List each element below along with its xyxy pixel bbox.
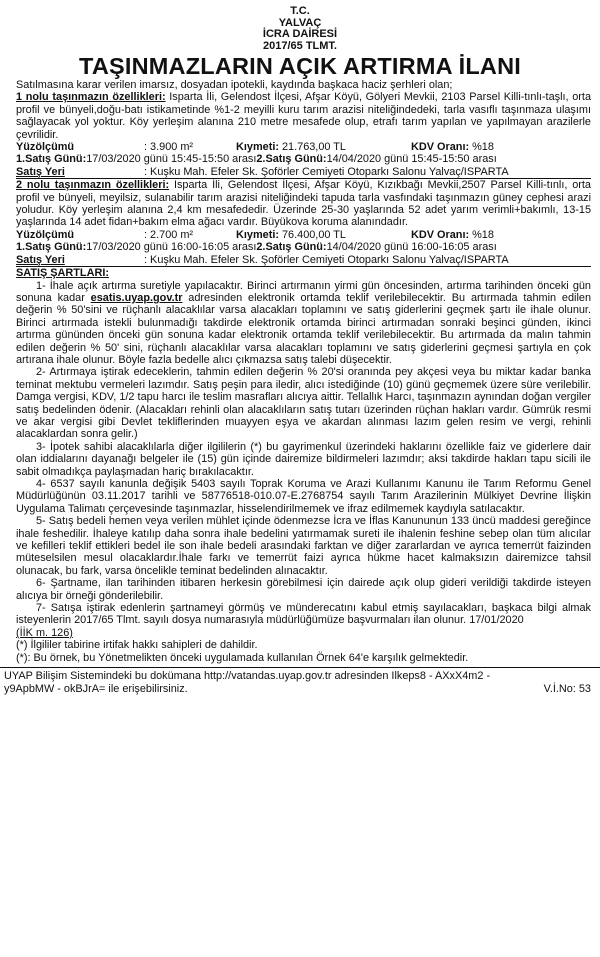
property2-sale2-value: 14/04/2020 günü 16:00-16:05 arası <box>326 241 497 254</box>
property1-place-value: : Kuşku Mah. Efeler Sk. Şoförler Cemiyeti Otoparkı Salonu Yalvaç/ISPARTA <box>144 165 509 178</box>
property1-place-label: Satış Yeri <box>16 165 65 178</box>
intro-text: Satılmasına karar verilen imarsız, dosyadan ipotekli, kaydında başkaca haciz şerhleri olan; <box>16 79 453 91</box>
header-city: YALVAÇ <box>278 16 322 29</box>
property1-sale-dates <box>16 153 591 165</box>
condition-2: 2- Artırmaya iştirak edeceklerin, tahmin edilen değerin % 20'si oranında pey akçesi veya bu miktar kadar banka teminat mektubu vermeleri lazımdır. Satış peşin para iledir, alıcı istediğinde (10) günü geçmemek üzere süre verilebilir. Damga vergisi, KDV, 1/2 tapu harcı ile teslim masrafları alıcıya aittir. Tellallık Harcı, taşınmazın aynından doğan vergiler satış bedelinden ödenir. (Alacakları rehinli olan alacaklıların satış tutarı üzerinden rüçhan hakları vardır. Gümrük resmi ve akar vergisi gibi Devlet tekliflerinden muayyen eşya ve akardan alınması lazım gelen resim ve vergi, rehinli alacaklardan sonra gelir.) <box>16 366 591 441</box>
condition-1 <box>16 280 591 367</box>
property2-heading: 2 nolu taşınmazın özellikleri: <box>16 179 170 192</box>
notice-body <box>0 79 600 664</box>
property1-sale2-label: 2.Satış Günü: <box>256 153 327 166</box>
header-tc: T.C. <box>290 5 310 17</box>
property1-text: Isparta İli, Gelendost İlçesi, Afşar Köyü, Gölyeri Mevkii, 2103 Parsel Killi-tınlı-taşlı, orta profil ve bünyeli,doğu-batı istikametinde %1-2 meyilli kuru tarım arazisi niteliğindedeki, tarla vasıflı taşınmaza ulaşımı sağlayacak yol yoktur. Köy yerleşim alanına 210 metre mesafede olup, etrafı tarım yapılan ve yapılmayan arazilerle çevrilidir. <box>16 91 591 141</box>
property1-heading: 1 nolu taşınmazın özellikleri: <box>16 91 166 104</box>
footer-line-2: y9ApbMW - okBJrA= ile erişebilirsiniz. <box>4 682 188 695</box>
conditions-heading-text: SATIŞ ŞARTLARI: <box>16 267 109 280</box>
property2-sale1-label: 1.Satış Günü: <box>16 241 87 254</box>
property2-sale1-value: 17/03/2020 günü 16:00-16:05 arası <box>86 241 257 254</box>
condition-7: 7- Satışa iştirak edenlerin şartnameyi görmüş ve münderecatını kabul etmiş sayılacakları, başkaca bilgi almak isteyenlerin 2017/65 Tlmt. sayılı dosya numarasıyla müdürlüğümüze başvurmaları ilan olunur. 17/01/2020 <box>16 602 591 627</box>
property2-sale2-label: 2.Satış Günü: <box>256 241 327 254</box>
note-2: (*): Bu örnek, bu Yönetmelikten önceki uygulamada kullanılan Örnek 64'e karşılık gelmektedir. <box>16 651 469 664</box>
property1-values-row <box>16 141 591 153</box>
notice-header <box>0 0 600 52</box>
property1-kdv-value: %18 <box>469 141 494 154</box>
property2-place-value: : Kuşku Mah. Efeler Sk. Şoförler Cemiyeti Otoparkı Salonu Yalvaç/ISPARTA <box>144 253 509 266</box>
property1-area-value: : 3.900 m² <box>144 141 194 154</box>
property1-sale2-value: 14/04/2020 günü 15:45-15:50 arası <box>326 153 497 166</box>
property1-sale-place <box>16 166 591 178</box>
notice-title: TAŞINMAZLARIN AÇIK ARTIRMA İLANI <box>79 53 521 79</box>
condition-6: 6- Şartname, ilan tarihinden itibaren herkesin görebilmesi için dairede açık olup gideri verildiği takdirde isteyen alıcıya bir örneği gönderilebilir. <box>16 577 591 602</box>
property2-area-value: : 2.700 m² <box>144 228 194 241</box>
condition-3: 3- İpotek sahibi alacaklılarla diğer ilgililerin (*) bu gayrimenkul üzerindeki haklarını özellikle faiz ve giderlere dair olan iddialarını dayanağı belgeler ile (15) gün içinde dairemize bildirmeleri lazımdır; aksi takdirde hakları tapu sicili ile sabit olmadıkça paylaşmadan hariç bırakılacaktır. <box>16 440 591 478</box>
footer-separator <box>0 667 600 668</box>
property2-sale-dates <box>16 241 591 253</box>
property1-description <box>16 91 591 141</box>
property2-kdv-label: KDV Oranı: <box>411 228 470 241</box>
property2-description <box>16 179 591 229</box>
property1-sale1-value: 17/03/2020 günü 15:45-15:50 arası <box>86 153 257 166</box>
condition-1-text-b: adresinden elektronik ortamda teklif verilebilecektir. Bu artırmada tahmin edilen değerin % 50'sini ve rüçhanlı alacaklılar varsa alacakları toplamını ve satış giderlerini geçmek şartı ile ihale olunur. Birinci artırmada istekli bulunmadığı takdirde elektronik ortamda birinci artırmadan sonraki beşinci günden, ikinci artırma gününden önceki gün sonuna kadar elektronik ortamda teklif verilebilecektir. Bu artırmada da malın tahmin edilen değerin % 50' sini, rüçhanlı alacaklılar varsa alacakları toplamını ve satış giderlerini geçmesi şartıyla en çok artırana ihale olunur. Böyle fazla bedelle alıcı çıkmazsa satış talebi düşecektir. <box>16 291 591 366</box>
law-reference <box>16 627 591 639</box>
footer-line-1: UYAP Bilişim Sistemindeki bu dokümana http://vatandas.uyap.gov.tr adresinden Ilkeps8 - AXxX4m2 - <box>4 670 491 683</box>
property2-values-row <box>16 229 591 241</box>
property2-place-label: Satış Yeri <box>16 253 65 266</box>
property1-sale1-label: 1.Satış Günü: <box>16 153 87 166</box>
esatis-link[interactable]: esatis.uyap.gov.tr <box>90 291 183 304</box>
property1-value-label: Kıymeti: <box>236 141 279 154</box>
announcement-number: V.İ.No: 53 <box>543 682 591 695</box>
property2-text: Isparta İli, Gelendost İlçesi, Afşar Köyü, Kızıkbağı Mevkii,2507 Parsel Killi-tınlı, orta profil ve bünyeli, meyilsiz, sulanabilir tarım arazisi niteliğindeki tapuda tarla vasfındaki taşınmazın güney cephesi arazi yoludur. Köy yerleşim alanına 2,4 km mesafededir. Üzerinde 25-30 yaşlarında 52 adet yarım verimli+bakımlı, 13-15 yaşlarında 14 adet fidan+bakım elma ağacı vardır. Büyükova koruma alanındadır. <box>16 179 591 229</box>
property2-sale-place <box>16 254 591 266</box>
property2-area-label: Yüzölçümü <box>16 228 75 241</box>
property1-area-label: Yüzölçümü <box>16 141 75 154</box>
notice-footer <box>0 670 600 695</box>
property2-kdv-value: %18 <box>469 228 494 241</box>
property2-value-label: Kıymeti: <box>236 228 279 241</box>
header-file-number: 2017/65 TLMT. <box>263 39 337 52</box>
conditions-heading <box>16 267 591 279</box>
condition-5: 5- Satış bedeli hemen veya verilen mühlet içinde ödenmezse İcra ve İflas Kanununun 133 üncü maddesi gereğince ihale feshedilir. İhaleye katılıp daha sonra ihale bedelini yatırmamak sureti ile ihalenin feshine sebep olan tüm alıcılar ve kefilleri teklif ettikleri bedel ile son ihale bedeli arasındaki farktan ve diğer zararlardan ve ayrıca temerrüt faizinden müteselsilen mesul olacaklardır.İhale farkı ve temerrüt faizi ayrıca hükme hacet kalmaksızın dairemizce tahsil olunacak, bu fark, varsa öncelikle teminat bedelinden alınacaktır. <box>16 515 591 577</box>
condition-4: 4- 6537 sayılı kanunla değişik 5403 sayılı Toprak Koruma ve Arazi Kullanımı Kanunu ile Tarım Reformu Genel Müdürlüğünün 03.11.2017 tarihli ve 58776518-010.07-E.2768754 sayılı Tarım Arazilerinin Mülkiyet Devrine İlişkin Uygulama Talimatı çerçevesinde taşınmazlar, hisselendirilmemek ve ifraz edilmemek kaydıyla satılacaktır. <box>16 478 591 515</box>
property1-value: 21.763,00 TL <box>278 141 346 154</box>
property2-value: 76.400,00 TL <box>278 228 346 241</box>
property1-kdv-label: KDV Oranı: <box>411 141 470 154</box>
note-1: (*) İlgililer tabirine irtifak hakkı sahipleri de dahildir. <box>16 639 258 652</box>
law-reference-text: (İİK m. 126) <box>16 626 73 639</box>
header-office: İCRA DAİRESİ <box>262 28 338 40</box>
condition-1-text-a: 1- İhale açık artırma suretiyle yapılacaktır. Birinci artırmanın yirmi gün öncesinden, artırma tarihinden önceki gün sonuna kadar <box>16 279 591 304</box>
footer-line-2-wrap <box>4 683 591 695</box>
